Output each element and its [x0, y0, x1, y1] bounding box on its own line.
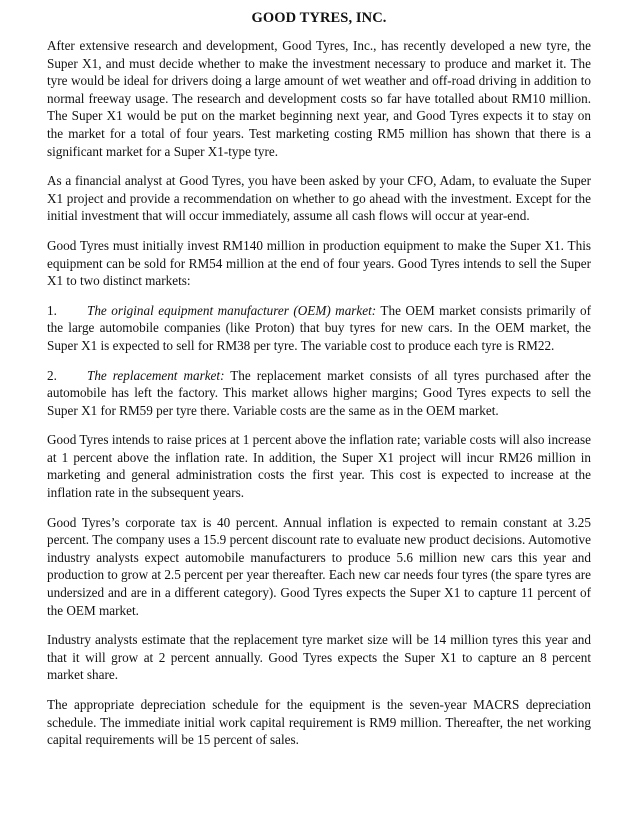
list-item-number: 1.	[47, 302, 57, 318]
paragraph-intro: After extensive research and development, Good Tyres, Inc., has recently developed a new tyre, the Super X1, and must decide whether to make the investment necessary to produce and market it. The tyre would be ideal for drivers doing a large amount of wet weather and off-road driving in addition to normal freeway usage. The research and development costs so far have totalled about RM10 million. The Super X1 would be put on the market beginning next year, and Good Tyres expects it to stay on the market for a total of four years. Test marketing costing RM5 million has shown that there is a significant market for a Super X1-type tyre.	[47, 38, 591, 159]
paragraph-tax-discount-rate: Good Tyres’s corporate tax is 40 percent. Annual inflation is expected to remain constant at 3.25 percent. The company uses a 15.9 percent discount rate to evaluate new product decisions. Automotive industry analysts expect automobile manufacturers to produce 5.6 million new cars this year and production to grow at 2.5 percent per year thereafter. Each new car needs four tyres (the spare tyres are undersized and are in a different category). Good Tyres expects the Super X1 to capture 11 percent of the OEM market.	[47, 514, 591, 618]
list-item-text: The replacement market consists of all tyres purchased after the automobile has left the factory. This market allows higher margins; Good Tyres expects to sell the Super X1 for RM59 per tyre there. Variable costs are the same as in the OEM market.	[47, 367, 591, 418]
paragraph-depreciation: The appropriate depreciation schedule for the equipment is the seven-year MACRS depreciation schedule. The immediate initial work capital requirement is RM9 million. Thereafter, the net working capital requirements will be 15 percent of sales.	[47, 697, 591, 748]
list-item-text: The OEM market consists primarily of the large automobile companies (like Proton) that buy tyres for new cars. In the OEM market, the Super X1 is expected to sell for RM38 per tyre. The variable cost to produce each tyre is RM22.	[47, 302, 591, 353]
list-item-label: The replacement market:	[87, 367, 225, 383]
list-item-number: 2.	[47, 367, 57, 383]
paragraph-replacement-market-size: Industry analysts estimate that the replacement tyre market size will be 14 million tyres this year and that it will grow at 2 percent annually. Good Tyres expects the Super X1 to capture an 8 percent market share.	[47, 632, 591, 683]
document-title: GOOD TYRES, INC.	[251, 10, 387, 26]
paragraph-pricing-inflation: Good Tyres intends to raise prices at 1 percent above the inflation rate; variable costs will also increase at 1 percent above the inflation rate. In addition, the Super X1 project will incur RM26 million in marketing and general administration costs the first year. This cost is expected to increase at the inflation rate in the subsequent years.	[47, 432, 591, 501]
paragraph-equipment-investment: Good Tyres must initially invest RM140 million in production equipment to make the Super X1. This equipment can be sold for RM54 million at the end of four years. Good Tyres intends to sell the Super X1 to two distinct markets:	[47, 237, 591, 289]
paragraph-analyst-task: As a financial analyst at Good Tyres, you have been asked by your CFO, Adam, to evaluate the Super X1 project and provide a recommendation on whether to go ahead with the investment. Except for the initial investment that will occur immediately, assume all cash flows will occur at year-end.	[47, 173, 591, 224]
list-item-oem-market	[47, 302, 591, 355]
list-item-replacement-market	[47, 367, 591, 420]
list-item-label: The original equipment manufacturer (OEM) market:	[87, 302, 377, 318]
